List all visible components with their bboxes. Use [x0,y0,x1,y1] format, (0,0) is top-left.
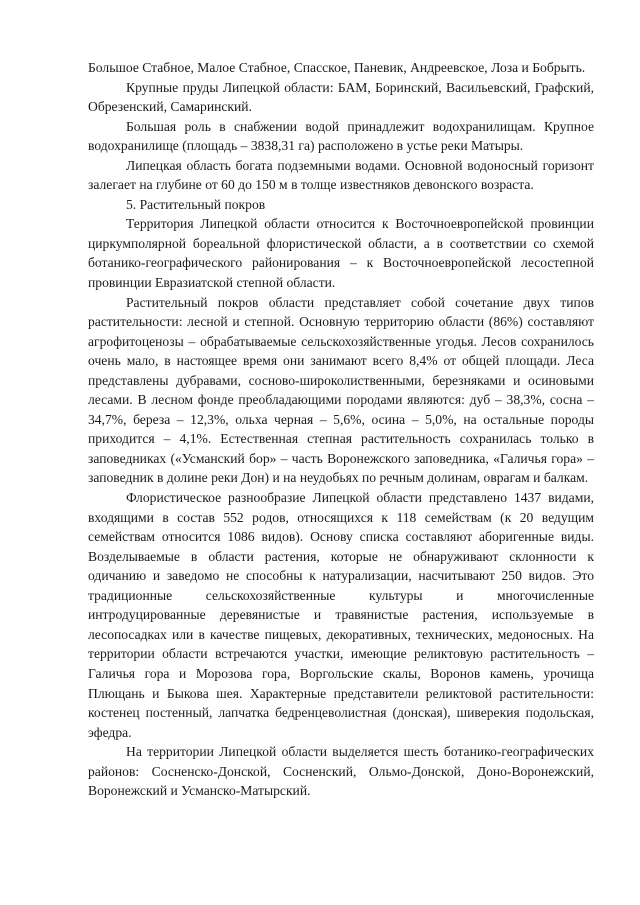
paragraph-floristic-region: Территория Липецкой области относится к Восточноевропейской провинции циркумполярной бореальной флористической области, а в соответствии со схемой ботанико-географического районирования – к Восточноевропейской лесостепной провинции Евразиатской степной области. [88,216,594,291]
paragraph-vegetation-cover: Растительный покров области представляет собой сочетание двух типов растительности: лесной и степной. Основную территорию области (86%) составляют агрофитоценозы – обрабатываемые сельскохозяйственные угодья. Лесов сохранилось очень мало, в настоящее время они занимают всего 8,4% от общей площади. Леса представлены дубравами, сосново-широколиственными, березняками и осиновыми лесами. В лесном фонде преобладающими породами являются: дуб – 38,3%, сосна – 34,7%, береза – 12,3%, ольха черная – 5,6%, осина – 5,0%, на остальные породы приходится – 4,1%. Естественная степная растительность сохранилась только в заповедниках («Усманский бор» – часть Воронежского заповедника, «Галичья гора» – заповедник в долине реки Дон) и на неудобьях по речным долинам, оврагам и балкам. [88,294,594,486]
section-heading-vegetation: 5. Растительный покров [126,196,266,212]
paragraph-groundwater: Липецкая область богата подземными водами. Основной водоносный горизонт залегает на глубине от 60 до 150 м в толще известняков девонского возраста. [88,157,594,193]
paragraph-ponds: Крупные пруды Липецкой области: БАМ, Боринский, Васильевский, Графский, Обрезенский, Самаринский. [88,79,594,115]
document-page [88,58,594,801]
paragraph-botanical-districts: На территории Липецкой области выделяется шесть ботанико-географических районов: Сосненско-Донской, Сосненский, Ольмо-Донской, Доно-Воронежский, Воронежский и Усманско-Матырский. [88,744,594,799]
paragraph-floristic-diversity: Флористическое разнообразие Липецкой области представлено 1437 видами, входящими в состав 552 родов, относящихся к 118 семействам (к 20 ведущим семействам относится 1086 видов). Основу списка составляют аборигенные виды. Возделываемые в области растения, которые не обнаруживают склонности к одичанию и заведомо не способны к натурализации, насчитывают 250 видов. Это традиционные сельскохозяйственные культуры и многочисленные интродуцированные деревянистые и травянистые растения, используемые в лесопосадках или в качестве пищевых, декоративных, технических, медоносных. На территории области встречаются участки, имеющие реликтовую растительность – Галичья гора и Морозова гора, Воргольские скалы, Воронов камень, урочища Плющань и Быкова шея. Характерные представители реликтовой растительности: костенец постенный, лапчатка бедренцеволистная (донская), шиверекия подольская, эфедра. [88,490,594,740]
paragraph-reservoirs: Большая роль в снабжении водой принадлежит водохранилищам. Крупное водохранилище (площадь – 3838,31 га) расположено в устье реки Матыры. [88,118,594,154]
paragraph-lakes-continued: Большое Стабное, Малое Стабное, Спасское, Паневик, Андреевское, Лоза и Бобрыть. [88,60,586,75]
